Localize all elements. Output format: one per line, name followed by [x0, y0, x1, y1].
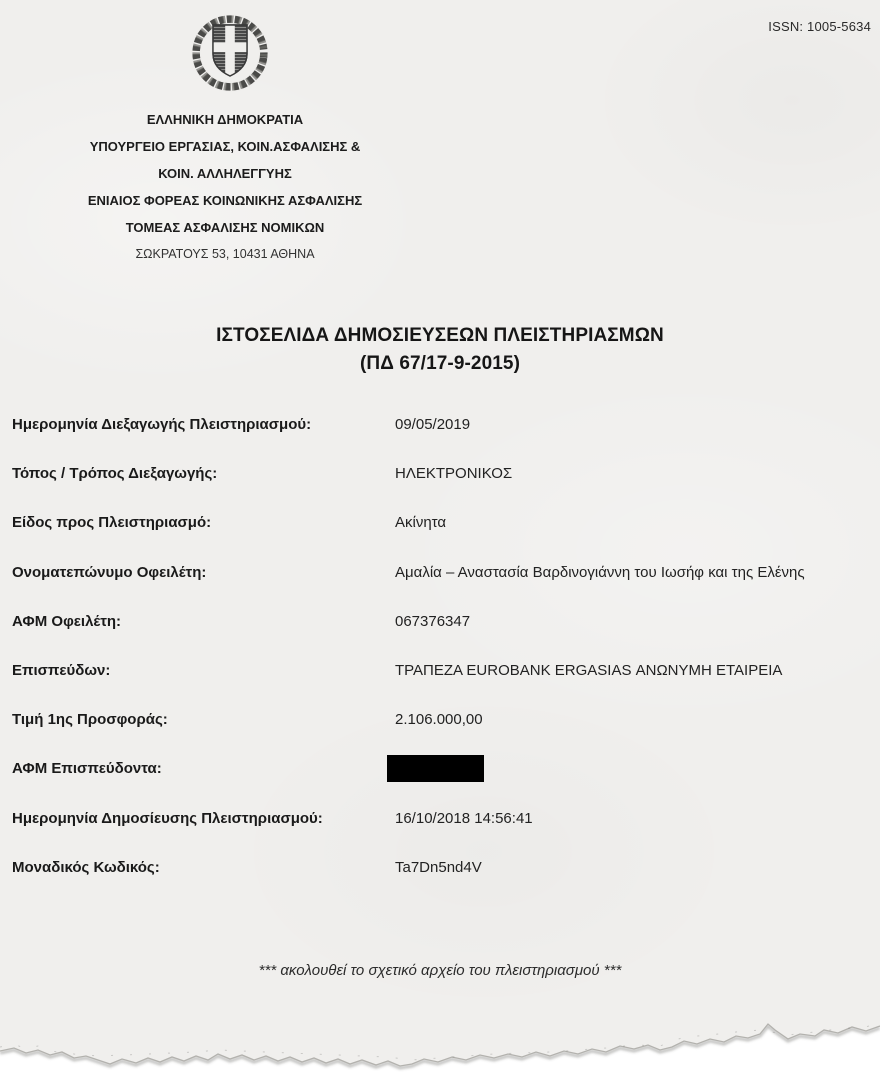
footer-note: *** ακολουθεί το σχετικό αρχείο του πλειστηριασμού *** [258, 962, 622, 979]
field-label: Τόπος / Τρόπος Διεξαγωγής: [12, 465, 218, 483]
torn-paper-edge [0, 1000, 880, 1078]
field-row-creditor [12, 646, 868, 695]
field-label: ΑΦΜ Οφειλέτη: [12, 612, 122, 630]
field-label: Είδος προς Πλειστηριασμό: [12, 514, 212, 532]
issn-number: ISSN: 1005-5634 [768, 19, 871, 34]
field-value: 2.106.000,00 [395, 711, 483, 729]
field-value: Αμαλία – Αναστασία Βαρδινογιάννη του Ιωσήφ και της Ελένης [395, 563, 805, 581]
field-row-publication-date [12, 794, 868, 843]
field-value: Ακίνητα [395, 514, 447, 532]
ministry-line-efka: ΕΝΙΑΙΟΣ ΦΟΡΕΑΣ ΚΟΙΝΩΝΙΚΗΣ ΑΣΦΑΛΙΣΗΣ [87, 193, 363, 208]
field-label: Ονοματεπώνυμο Οφειλέτη: [12, 563, 207, 581]
field-value: 16/10/2018 14:56:41 [395, 809, 533, 827]
field-value: 067376347 [395, 612, 471, 630]
field-value: ΗΛΕΚΤΡΟΝΙΚΟΣ [395, 465, 513, 483]
field-value: Ta7Dn5nd4V [395, 858, 482, 876]
field-row-venue-method [12, 449, 868, 498]
field-row-auction-date [12, 400, 868, 449]
ministry-line-solidarity: ΚΟΙΝ. ΑΛΛΗΛΕΓΓΥΗΣ [158, 166, 292, 181]
page-title-line1: ΙΣΤΟΣΕΛΙΔΑ ΔΗΜΟΣΙΕΥΣΕΩΝ ΠΛΕΙΣΤΗΡΙΑΣΜΩΝ [216, 325, 664, 346]
field-value: 09/05/2019 [395, 416, 471, 434]
ministry-line-republic: ΕΛΛΗΝΙΚΗ ΔΗΜΟΚΡΑΤΙΑ [146, 112, 304, 127]
field-row-unique-code [12, 843, 868, 892]
field-row-debtor-name [12, 548, 868, 597]
field-label: Μοναδικός Κωδικός: [12, 858, 160, 876]
ministry-line-sector: ΤΟΜΕΑΣ ΑΣΦΑΛΙΣΗΣ ΝΟΜΙΚΩΝ [125, 220, 325, 235]
redacted-value-box [387, 755, 484, 782]
field-label: ΑΦΜ Επισπεύδοντα: [12, 760, 162, 778]
field-value: ΤΡΑΠΕΖΑ EUROBANK ERGASIAS ΑΝΩΝΥΜΗ ΕΤΑΙΡΕΙΑ [395, 662, 783, 680]
field-label: Τιμή 1ης Προσφοράς: [12, 711, 168, 729]
ministry-header [55, 106, 395, 268]
field-row-debtor-tax-id [12, 597, 868, 646]
page-title-line2: (ΠΔ 67/17-9-2015) [359, 353, 521, 374]
ministry-line-ministry: ΥΠΟΥΡΓΕΙΟ ΕΡΓΑΣΙΑΣ, ΚΟΙΝ.ΑΣΦΑΛΙΣΗΣ & [89, 139, 361, 154]
field-label: Ημερομηνία Δημοσίευσης Πλειστηριασμού: [12, 809, 323, 827]
field-row-creditor-tax-id [12, 744, 868, 793]
page-title [0, 322, 880, 378]
auction-fields [12, 400, 868, 892]
field-label: Ημερομηνία Διεξαγωγής Πλειστηριασμού: [12, 416, 312, 434]
field-row-asset-type [12, 498, 868, 547]
greek-coat-of-arms-icon [186, 10, 274, 98]
ministry-line-address: ΣΩΚΡΑΤΟΥΣ 53, 10431 ΑΘΗΝΑ [135, 247, 315, 261]
field-label: Επισπεύδων: [12, 662, 111, 680]
field-row-first-offer-price [12, 695, 868, 744]
